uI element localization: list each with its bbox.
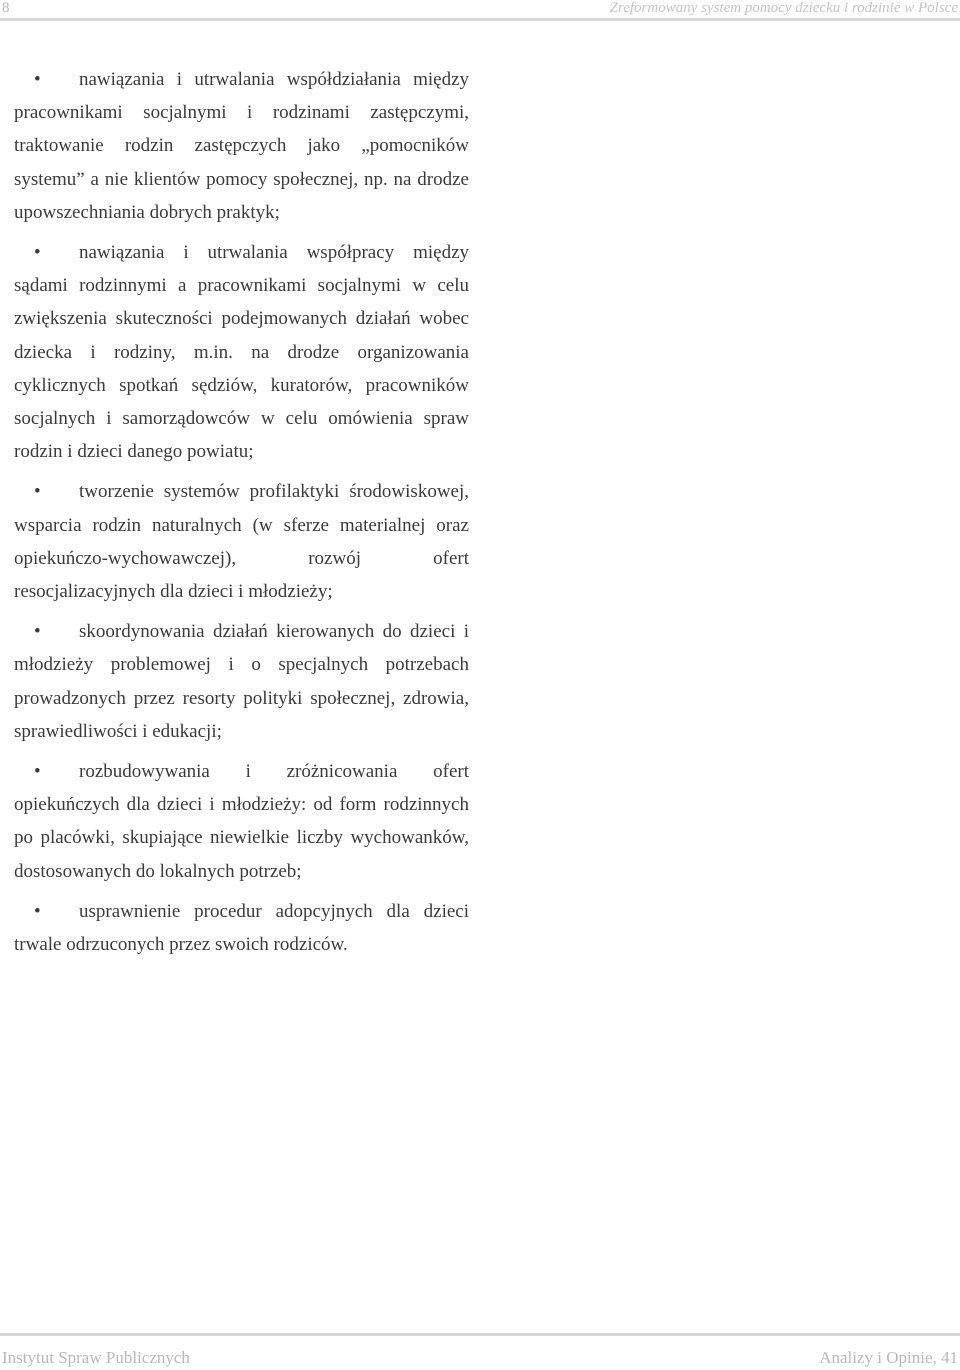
- list-item-text: rozbudowywania i zróżnicowania ofert opiekuńczych dla dzieci i młodzieży: od form rodzinnych po placówki, skupiające niewielkie liczby wychowanków, dostosowanych do lokalnych potrzeb;: [14, 761, 469, 882]
- list-item-text: tworzenie systemów profilaktyki środowiskowej, wsparcia rodzin naturalnych (w sferze materialnej oraz opiekuńczo-wychowawczej), rozwój ofert resocjalizacyjnych dla dzieci i młodzieży;: [14, 481, 469, 603]
- list-item: [14, 615, 469, 748]
- list-item-text: usprawnienie procedur adopcyjnych dla dzieci trwale odrzuconych przez swoich rodziców.: [14, 900, 469, 956]
- list-item-text: skoordynowania działań kierowanych do dzieci i młodzieży problemowej i o specjalnych potrzebach prowadzonych przez resorty polityki społecznej, zdrowia, sprawiedliwości i edukacji;: [14, 621, 469, 742]
- list-item: [14, 475, 469, 608]
- footer-series: Analizy i Opinie, 41: [819, 1348, 958, 1367]
- footer-publisher: Instytut Spraw Publicznych: [2, 1348, 190, 1367]
- bullet-icon: •: [34, 621, 41, 643]
- page-number: 8: [2, 0, 10, 16]
- list-item: [14, 236, 469, 468]
- bullet-icon: •: [34, 761, 41, 783]
- page-header: [0, 0, 960, 22]
- list-item: [14, 63, 469, 229]
- footer-rule: [0, 1333, 960, 1336]
- bullet-icon: •: [34, 69, 41, 90]
- page-footer: [0, 1333, 960, 1370]
- bullet-list: [14, 63, 469, 968]
- running-title: Zreformowany system pomocy dziecku i rodzinie w Polsce: [609, 0, 958, 16]
- bullet-icon: •: [34, 242, 41, 264]
- list-item-text: nawiązania i utrwalania współdziałania między pracownikami socjalnymi i rodzinami zastępczymi, traktowanie rodzin zastępczych jako „pomocników systemu” a nie klientów pomocy społecznej, np. na drodze upowszechniania dobrych praktyk;: [14, 69, 469, 223]
- list-item: [14, 895, 469, 961]
- list-item-text: nawiązania i utrwalania współpracy między sądami rodzinnymi a pracownikami socjalnymi w celu zwiększenia skuteczności podejmowanych działań wobec dziecka i rodziny, m.in. na drodze organizowania cyklicznych spotkań sędziów, kuratorów, pracowników socjalnych i samorządowców w celu omówienia spraw rodzin i dzieci danego powiatu;: [14, 242, 469, 463]
- header-rule: [0, 18, 960, 21]
- bullet-icon: •: [34, 900, 41, 922]
- list-item: [14, 755, 469, 888]
- bullet-icon: •: [34, 481, 41, 503]
